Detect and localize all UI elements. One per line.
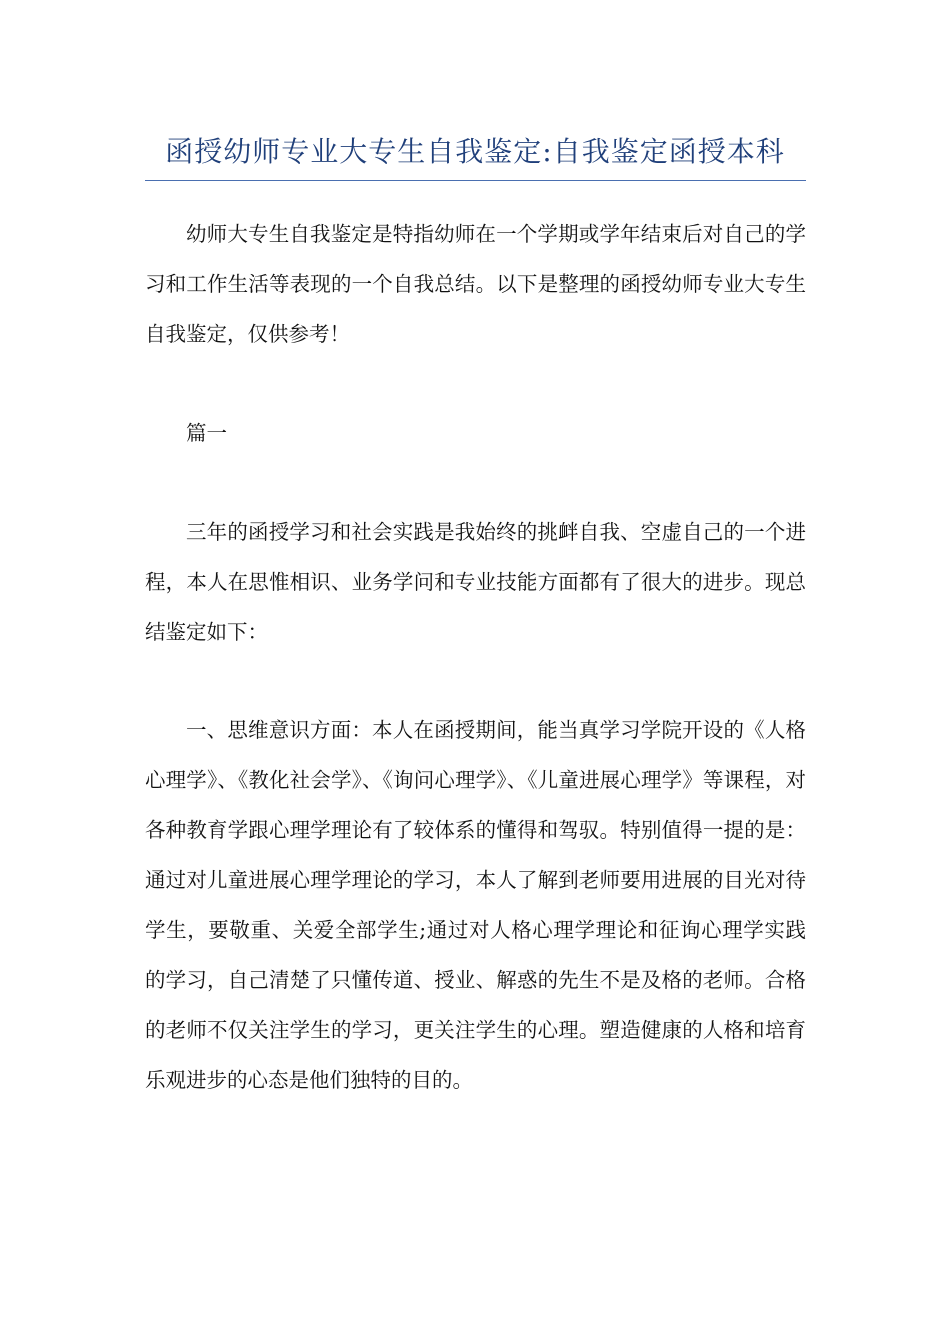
title-underline [145, 180, 806, 181]
body-paragraph: 三年的函授学习和社会实践是我始终的挑衅自我、空虚自己的一个进程，本人在思惟相识、业务学问和专业技能方面都有了很大的进步。现总结鉴定如下： [145, 520, 806, 644]
intro-paragraph: 幼师大专生自我鉴定是特指幼师在一个学期或学年结束后对自己的学习和工作生活等表现的一个自我总结。以下是整理的函授幼师专业大专生自我鉴定，仅供参考！ [145, 222, 806, 346]
body-paragraph: 一、思维意识方面：本人在函授期间，能当真学习学院开设的《人格心理学》、《教化社会学》、《询问心理学》、《儿童进展心理学》等课程，对各种教育学跟心理学理论有了较体系的懂得和驾驭。特别值得一提的是：通过对儿童进展心理学理论的学习，本人了解到老师要用进展的目光对待学生，要敬重、关爱全部学生;通过对人格心理学理论和征询心理学实践的学习，自己清楚了只懂传道、授业、解惑的先生不是及格的老师。合格的老师不仅关注学生的学习，更关注学生的心理。塑造健康的人格和培育乐观进步的心态是他们独特的目的。 [145, 718, 806, 1092]
document-title: 函授幼师专业大专生自我鉴定:自我鉴定函授本科 [165, 135, 785, 168]
section-heading: 篇一 [186, 421, 227, 445]
